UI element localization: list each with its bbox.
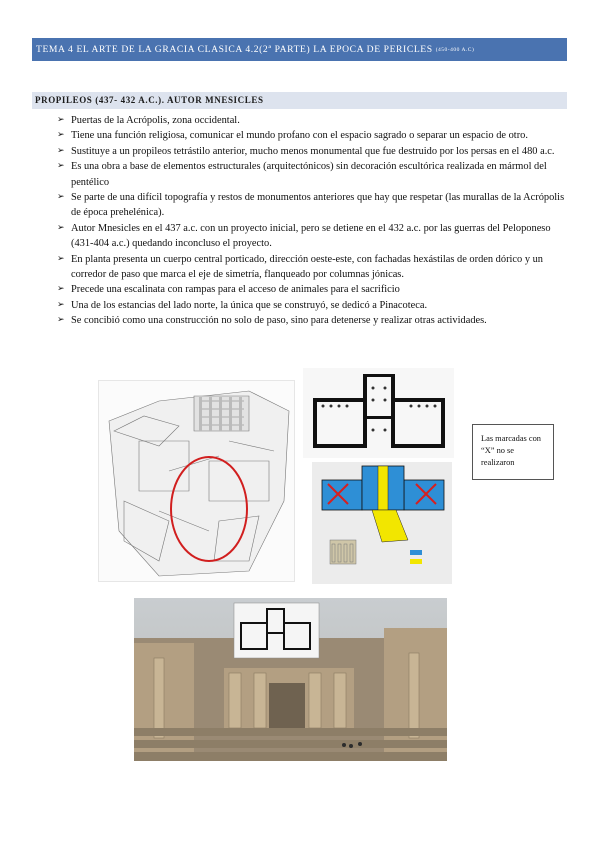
bullet-list xyxy=(57,113,569,329)
list-item: ➢ Una de los estancias del lado norte, la única que se construyó, se dedicó a Pinacoteca. xyxy=(57,298,569,313)
list-item: ➢ Precede una escalinata con rampas para el acceso de animales para el sacrificio xyxy=(57,282,569,297)
header-title: TEMA 4 EL ARTE DE LA GRACIA CLASICA 4.2(2ª PARTE) LA EPOCA DE PERICLES xyxy=(36,44,433,55)
document-header xyxy=(32,38,567,61)
acropolis-axonometric-drawing xyxy=(98,380,295,582)
list-item: ➢ Autor Mnesicles en el 437 a.c. con un proyecto inicial, pero se detiene en el 432 a.c. por las guerras del Peloponeso (431-404 a.c.) quedando inconcluso el proyecto. xyxy=(57,222,551,250)
arrow-bullet-icon: ➢ xyxy=(57,299,65,310)
arrow-bullet-icon: ➢ xyxy=(57,115,65,125)
list-item: ➢ Puertas de la Acrópolis, zona occidental. xyxy=(57,113,569,128)
arrow-bullet-icon: ➢ xyxy=(57,284,65,295)
arrow-bullet-icon: ➢ xyxy=(57,222,65,233)
arrow-bullet-icon: ➢ xyxy=(57,315,65,326)
arrow-bullet-icon: ➢ xyxy=(57,161,65,172)
list-item: ➢ Se concibió como una construcción no solo de paso, sino para detenerse y realizar otras actividades. xyxy=(57,313,569,328)
note-box: Las marcadas con “X” no se realizaron xyxy=(472,424,554,480)
list-item: ➢ Es una obra a base de elementos estructurales (arquitectónicos) sin decoración escultórica realizada en mármol del pentélico xyxy=(57,161,547,188)
arrow-bullet-icon: ➢ xyxy=(57,253,65,264)
arrow-bullet-icon: ➢ xyxy=(57,145,65,156)
arrow-bullet-icon: ➢ xyxy=(57,192,65,203)
list-item: ➢ En planta presenta un cuerpo central porticado, dirección oeste-este, con fachadas hexástilas de orden dórico y un corredor de paso que marca el eje de simetría, flanqueado por columnas jónicas. xyxy=(57,253,544,281)
list-item: ➢ Se parte de una difícil topografía y restos de monumentos anteriores que hay que respetar (las murallas de la Acrópolis de época prehelénica). xyxy=(57,192,565,219)
propylaea-photo xyxy=(134,598,447,761)
propylaea-colored-plan xyxy=(312,462,452,584)
plan-inset xyxy=(234,603,319,658)
list-item: ➢ Sustituye a un propileos tetrástilo anterior, mucho menos monumental que fue destruido por los persas en el 480 a.c. xyxy=(57,144,569,159)
header-date-range: (450-400 A.C) xyxy=(435,47,475,53)
propylaea-floor-plan xyxy=(303,368,454,458)
list-item: ➢ Tiene una función religiosa, comunicar el mundo profano con el espacio sagrado o separar un espacio de otro. xyxy=(57,128,569,143)
arrow-bullet-icon: ➢ xyxy=(57,130,65,141)
section-heading: PROPILEOS (437- 432 A.C.). AUTOR MNESICLES xyxy=(32,92,567,109)
